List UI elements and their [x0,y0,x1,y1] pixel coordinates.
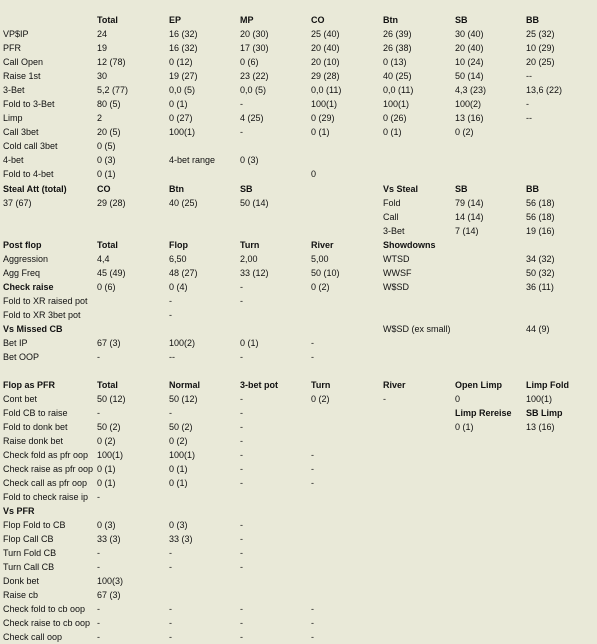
preflop-cell-mp: - [240,99,243,109]
flop-pfr-normal: 100(1) [169,450,196,460]
postflop-row-label: Aggression [3,254,49,264]
vs-steal-sb: 7 (14) [455,226,479,236]
flop-pfr-threebet: - [240,422,243,432]
preflop-cell-ep: 16 (32) [169,29,198,39]
flop-pfr-label: Fold to check raise ip [3,492,89,502]
preflop-cell-ep: 19 (27) [169,71,198,81]
missed-cb-label: Bet OOP [3,352,40,362]
preflop-row-label: PFR [3,43,21,53]
sb-limp-header: SB Limp [526,408,563,418]
missed-cb-flop: 100(2) [169,338,196,348]
limp-fold-value: 100(1) [526,394,553,404]
postflop-cell-turn: - [240,282,243,292]
flop-pfr-normal: 50 (12) [169,394,198,404]
preflop-header-btn: Btn [383,15,398,25]
preflop-cell-sb: 100(2) [455,99,482,109]
flop-pfr-label: Cont bet [3,394,38,404]
postflop-header-river: River [311,240,334,250]
missed-cb-header: Vs Missed CB [3,324,63,334]
flop-pfr-label: Fold to donk bet [3,422,68,432]
preflop-cell-btn: 0 (26) [383,113,407,123]
missed-cb-turn: 0 (1) [240,338,259,348]
sb-limp-value: 13 (16) [526,422,555,432]
preflop-row-label: Fold to 3-Bet [3,99,55,109]
flop-pfr-header-threebet: 3-bet pot [240,380,278,390]
preflop-cell-ep: 0 (1) [169,99,188,109]
preflop-cell-sb: 20 (40) [455,43,484,53]
preflop-row-label: Fold to 4-bet [3,169,54,179]
postflop-cell-flop: - [169,296,172,306]
flop-pfr-threebet: - [240,408,243,418]
vs-pfr-total: - [97,618,100,628]
missed-cb-turn: - [240,352,243,362]
showdowns-value: 34 (32) [526,254,555,264]
flop-pfr-label: Check fold as pfr oop [3,450,89,460]
preflop-cell-co: 0 (29) [311,113,335,123]
postflop-cell-flop: 0 (4) [169,282,188,292]
preflop-cell-mp: 23 (22) [240,71,269,81]
vs-pfr-total: - [97,562,100,572]
preflop-cell-mp: - [240,127,243,137]
missed-cb-label: Bet IP [3,338,28,348]
preflop-cell-co: 29 (28) [311,71,340,81]
vs-steal-sb: 79 (14) [455,198,484,208]
vs-steal-header-sb: SB [455,184,468,194]
missed-cb-total: 67 (3) [97,338,121,348]
preflop-cell-btn: 0,0 (11) [383,85,414,95]
preflop-cell-total: 30 [97,71,108,81]
vs-pfr-total: 67 (3) [97,590,121,600]
preflop-row-label: 3-Bet [3,85,25,95]
vs-pfr-threebet: - [240,548,243,558]
postflop-cell-flop: 48 (27) [169,268,198,278]
flop-pfr-header-normal: Normal [169,380,201,390]
flop-pfr-total: 0 (1) [97,464,116,474]
flop-pfr-label: Check call as pfr oop [3,478,88,488]
preflop-cell-mp: 4 (25) [240,113,264,123]
vs-pfr-label: Turn Fold CB [3,548,57,558]
preflop-cell-sb: 0 (2) [455,127,474,137]
vs-pfr-threebet: - [240,534,243,544]
flop-pfr-total: 50 (12) [97,394,126,404]
preflop-row-label: Call Open [3,57,44,67]
preflop-cell-co: 0 (1) [311,127,330,137]
wssd-ex-small-value: 44 (9) [526,324,550,334]
preflop-cell-co: 100(1) [311,99,338,109]
preflop-cell-btn: 40 (25) [383,71,412,81]
showdowns-label: WWSF [383,268,412,278]
vs-steal-bb: 56 (18) [526,212,555,222]
preflop-cell-total: 24 [97,29,108,39]
steal-header-sb: SB [240,184,253,194]
preflop-header-ep: EP [169,15,182,25]
vs-pfr-total: - [97,632,100,642]
preflop-row-label: Limp [3,113,23,123]
preflop-cell-mp: 20 (30) [240,29,269,39]
postflop-row-label: Agg Freq [3,268,41,278]
vs-pfr-label: Raise cb [3,590,39,600]
preflop-row-label: 4-bet [3,155,24,165]
steal-btn: 40 (25) [169,198,198,208]
vs-pfr-total: 0 (3) [97,520,116,530]
vs-pfr-label: Turn Call CB [3,562,55,572]
steal-header-label: Steal Att (total) [3,184,67,194]
preflop-cell-sb: 4,3 (23) [455,85,487,95]
flop-pfr-header-river: River [383,380,406,390]
vs-pfr-normal: - [169,632,172,642]
preflop-cell-ep: 16 (32) [169,43,198,53]
postflop-cell-flop: 6,50 [169,254,187,264]
preflop-cell-total: 5,2 (77) [97,85,129,95]
flop-pfr-threebet: - [240,464,243,474]
flop-pfr-total: - [97,408,100,418]
vs-pfr-turn: - [311,604,314,614]
flop-pfr-turn: - [311,464,314,474]
preflop-cell-bb: -- [526,71,532,81]
vs-pfr-total: 100(3) [97,576,124,586]
postflop-row-label: Fold to XR 3bet pot [3,310,81,320]
preflop-header-co: CO [311,15,325,25]
postflop-cell-total: 4,4 [97,254,110,264]
preflop-cell-mp: 0,0 (5) [240,85,267,95]
vs-steal-sb: 14 (14) [455,212,484,222]
missed-cb-flop: -- [169,352,175,362]
flop-pfr-header-label: Flop as PFR [3,380,56,390]
limp-fold-header: Limp Fold [526,380,569,390]
vs-pfr-total: - [97,548,100,558]
steal-sb: 50 (14) [240,198,269,208]
preflop-cell-bb: -- [526,113,532,123]
steal-header-btn: Btn [169,184,184,194]
flop-pfr-normal: 0 (2) [169,436,188,446]
missed-cb-river: - [311,338,314,348]
vs-pfr-turn: - [311,618,314,628]
postflop-cell-flop: - [169,310,172,320]
vs-pfr-label: Donk bet [3,576,40,586]
preflop-row-label: Raise 1st [3,71,41,81]
preflop-cell-bb: 13,6 (22) [526,85,563,95]
vs-pfr-header: Vs PFR [3,506,35,516]
flop-pfr-normal: 50 (2) [169,422,193,432]
vs-steal-bb: 19 (16) [526,226,555,236]
vs-pfr-normal: 33 (3) [169,534,193,544]
preflop-cell-sb: 50 (14) [455,71,484,81]
flop-pfr-threebet: - [240,450,243,460]
showdowns-label: W$SD [383,282,410,292]
preflop-cell-ep: 0 (27) [169,113,193,123]
postflop-cell-turn: 33 (12) [240,268,269,278]
preflop-cell-total: 80 (5) [97,99,121,109]
preflop-cell-ep: 100(1) [169,127,196,137]
preflop-cell-ep: 4-bet range [169,155,216,165]
flop-pfr-normal: 0 (1) [169,478,188,488]
preflop-cell-btn: 100(1) [383,99,410,109]
preflop-cell-mp: 17 (30) [240,43,269,53]
preflop-cell-mp: 0 (3) [240,155,259,165]
vs-pfr-normal: - [169,604,172,614]
preflop-cell-total: 0 (1) [97,169,116,179]
vs-pfr-label: Flop Call CB [3,534,54,544]
vs-steal-header-bb: BB [526,184,539,194]
flop-pfr-header-turn: Turn [311,380,331,390]
preflop-cell-ep: 0,0 (5) [169,85,196,95]
vs-pfr-threebet: - [240,604,243,614]
flop-pfr-label: Check raise as pfr oop [3,464,94,474]
postflop-header-turn: Turn [240,240,260,250]
preflop-header-sb: SB [455,15,468,25]
wssd-ex-small-label: W$SD (ex small) [383,324,451,334]
vs-steal-label: Fold [383,198,401,208]
preflop-cell-sb: 13 (16) [455,113,484,123]
postflop-row-label: Fold to XR raised pot [3,296,88,306]
preflop-cell-total: 0 (3) [97,155,116,165]
missed-cb-total: - [97,352,100,362]
preflop-row-label: Call 3bet [3,127,39,137]
preflop-cell-bb: 20 (25) [526,57,555,67]
vs-pfr-threebet: - [240,632,243,642]
preflop-cell-bb: 25 (32) [526,29,555,39]
postflop-row-label: Check raise [3,282,54,292]
preflop-cell-btn: 26 (38) [383,43,412,53]
vs-pfr-normal: - [169,562,172,572]
showdowns-label: WTSD [383,254,410,264]
vs-pfr-label: Check raise to cb oop [3,618,91,628]
preflop-cell-btn: 0 (13) [383,57,407,67]
showdowns-value: 36 (11) [526,282,554,292]
vs-pfr-total: - [97,604,100,614]
flop-pfr-label: Fold CB to raise [3,408,68,418]
flop-pfr-total: 0 (2) [97,436,116,446]
vs-steal-header: Vs Steal [383,184,419,194]
steal-co: 29 (28) [97,198,126,208]
vs-pfr-label: Check fold to cb oop [3,604,86,614]
preflop-cell-co: 0,0 (11) [311,85,342,95]
postflop-cell-turn: 2,00 [240,254,258,264]
postflop-header-total: Total [97,240,118,250]
preflop-cell-co: 20 (10) [311,57,340,67]
preflop-header-bb: BB [526,15,539,25]
vs-pfr-label: Check call oop [3,632,63,642]
limp-rereise-header: Limp Rereise [455,408,512,418]
postflop-cell-river: 0 (2) [311,282,330,292]
preflop-cell-total: 20 (5) [97,127,121,137]
flop-pfr-turn: - [311,450,314,460]
vs-pfr-threebet: - [240,618,243,628]
flop-pfr-turn: 0 (2) [311,394,330,404]
postflop-cell-total: 0 (6) [97,282,116,292]
preflop-cell-sb: 10 (24) [455,57,484,67]
flop-pfr-turn: - [311,478,314,488]
preflop-row-label: Cold call 3bet [3,141,58,151]
flop-pfr-header-total: Total [97,380,118,390]
vs-steal-bb: 56 (18) [526,198,555,208]
flop-pfr-total: 0 (1) [97,478,116,488]
preflop-cell-ep: 0 (12) [169,57,193,67]
flop-pfr-threebet: - [240,478,243,488]
vs-pfr-total: 33 (3) [97,534,121,544]
preflop-cell-total: 2 [97,113,103,123]
preflop-header-mp: MP [240,15,254,25]
vs-pfr-threebet: - [240,562,243,572]
preflop-cell-mp: 0 (6) [240,57,259,67]
postflop-header-flop: Flop [169,240,188,250]
flop-pfr-normal: - [169,408,172,418]
showdowns-value: 50 (32) [526,268,555,278]
flop-pfr-label: Raise donk bet [3,436,64,446]
vs-steal-label: 3-Bet [383,226,405,236]
preflop-cell-co: 20 (40) [311,43,340,53]
open-limp-header: Open Limp [455,380,502,390]
preflop-cell-co: 0 [311,169,317,179]
flop-pfr-total: 50 (2) [97,422,121,432]
preflop-cell-co: 25 (40) [311,29,340,39]
missed-cb-river: - [311,352,314,362]
limp-rereise-value: 0 (1) [455,422,474,432]
preflop-cell-btn: 0 (1) [383,127,402,137]
preflop-cell-total: 0 (5) [97,141,116,151]
flop-pfr-threebet: - [240,436,243,446]
vs-pfr-threebet: - [240,520,243,530]
steal-total: 37 (67) [3,198,32,208]
showdowns-header: Showdowns [383,240,436,250]
preflop-cell-total: 19 [97,43,108,53]
flop-pfr-threebet: - [240,394,243,404]
vs-pfr-turn: - [311,632,314,642]
postflop-cell-river: 5,00 [311,254,329,264]
vs-pfr-normal: - [169,548,172,558]
vs-steal-label: Call [383,212,399,222]
preflop-header-total: Total [97,15,118,25]
preflop-cell-bb: 10 (29) [526,43,555,53]
open-limp-value: 0 [455,394,461,404]
flop-pfr-river: - [383,394,386,404]
postflop-cell-total: 45 (49) [97,268,126,278]
preflop-cell-sb: 30 (40) [455,29,484,39]
flop-pfr-total: 100(1) [97,450,124,460]
flop-pfr-total: - [97,492,100,502]
postflop-header-label: Post flop [3,240,42,250]
vs-pfr-label: Flop Fold to CB [3,520,66,530]
preflop-row-label: VP$IP [3,29,29,39]
preflop-cell-btn: 26 (39) [383,29,412,39]
postflop-cell-turn: - [240,296,243,306]
steal-header-co: CO [97,184,111,194]
flop-pfr-normal: 0 (1) [169,464,188,474]
postflop-cell-river: 50 (10) [311,268,340,278]
preflop-cell-total: 12 (78) [97,57,126,67]
preflop-cell-bb: - [526,99,529,109]
vs-pfr-normal: - [169,618,172,628]
vs-pfr-normal: 0 (3) [169,520,188,530]
